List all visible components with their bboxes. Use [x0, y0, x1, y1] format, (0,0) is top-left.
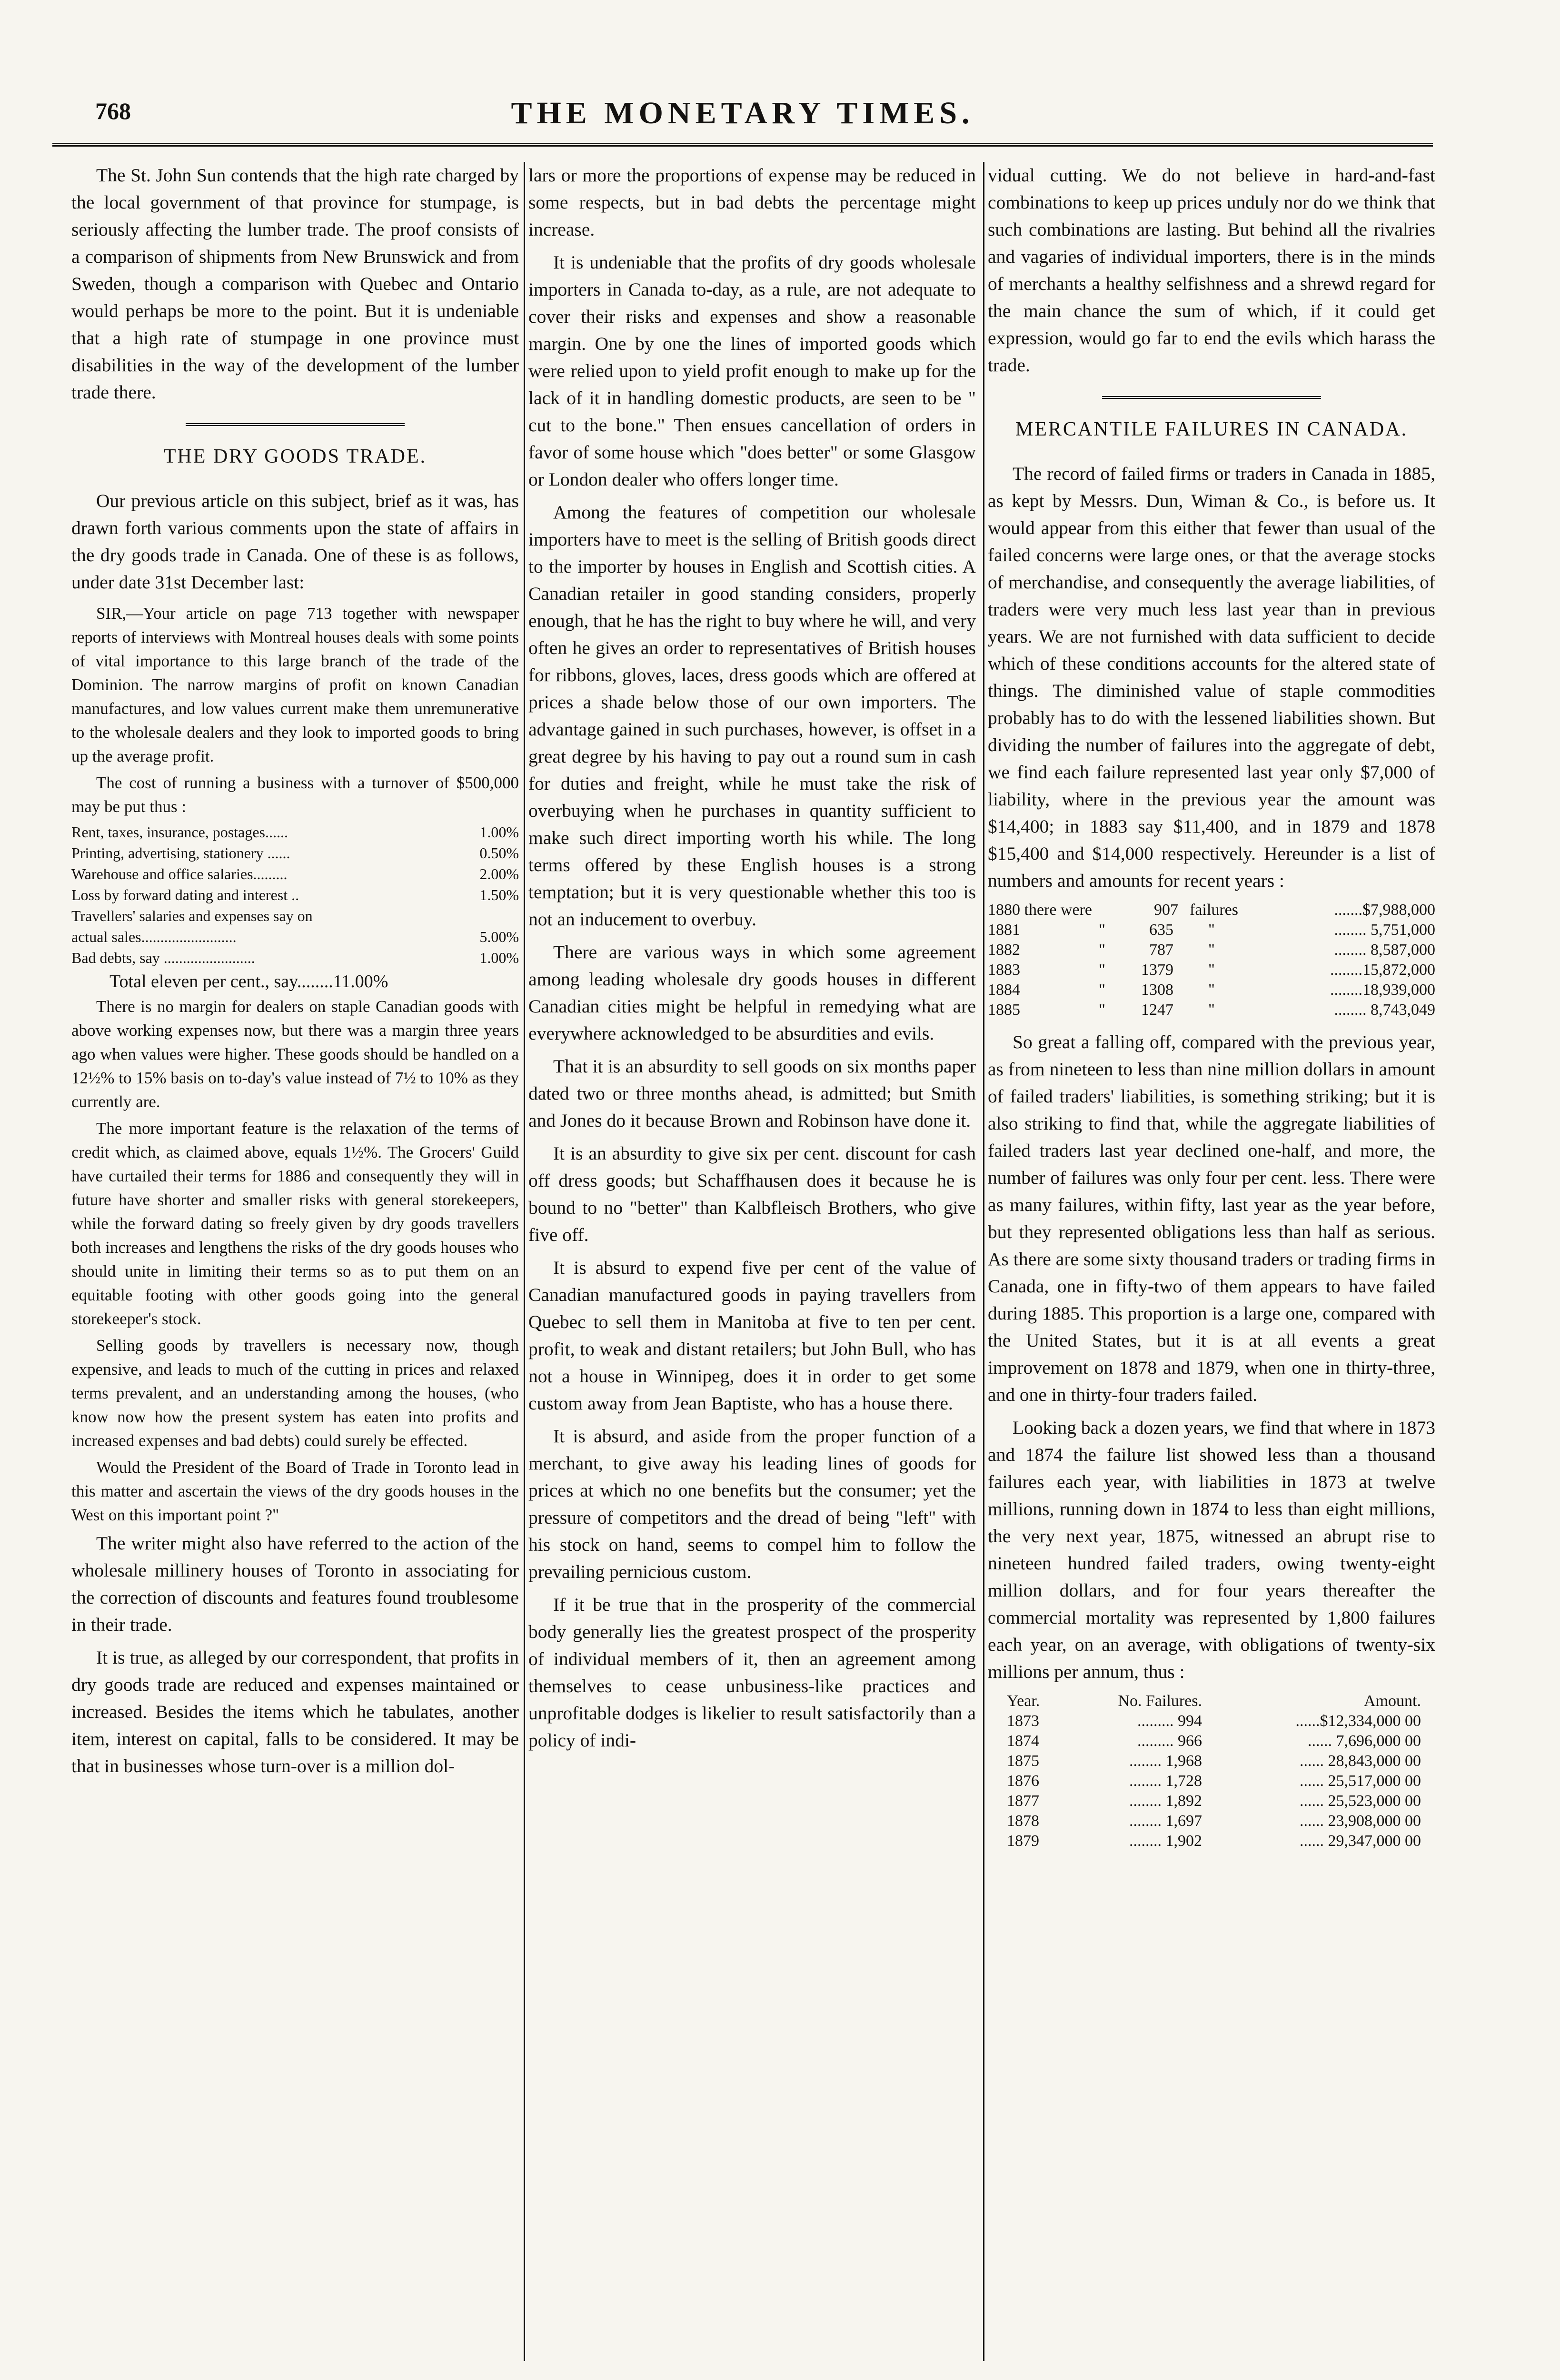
- section-separator: [1102, 396, 1321, 399]
- section-separator: [186, 423, 405, 426]
- heading-mercantile-failures: MERCANTILE FAILURES IN CANADA.: [1015, 418, 1408, 440]
- masthead: THE MONETARY TIMES.: [511, 96, 974, 130]
- paragraph-six-months: That it is an absurdity to sell goods on six months paper dated two or three months ahead, is admitted; but Smith and Jones do it because Brown and Robinson have done it.: [528, 1056, 976, 1131]
- paragraph-credit: The more important feature is the relaxation of the terms of credit which, as claimed above, equals 1½%. The Grocers' Guild have curtailed their terms for 1886 and consequently they will in future have shorter and smaller risks with general storekeepers, while the forward dating so freely given by dry goods travellers both increases and lengthens the risks of the dry goods houses who should unite in limiting their terms so as to put them on an equitable footing with other goods going into the general storekeeper's stock.: [71, 1119, 519, 1328]
- table-row: 1884 " 1308 " ........18,939,000: [988, 981, 1435, 999]
- table-header-row: Year. No. Failures. Amount.: [1007, 1692, 1421, 1710]
- cost-table: [71, 822, 519, 995]
- cost-row: Travellers' salaries and expenses say on: [71, 907, 313, 924]
- recent-failures-table: [988, 900, 1435, 1020]
- page-header: [52, 95, 1433, 143]
- table-row: 1885 " 1247 " ........ 8,743,049: [988, 1001, 1435, 1019]
- table-row: 1879 ........ 1,902 ...... 29,347,000 00: [1007, 1832, 1421, 1850]
- table-row: 1883 " 1379 " ........15,872,000: [988, 961, 1435, 979]
- paragraph-cost: The cost of running a business with a turnover of $500,000 may be put thus :: [71, 774, 519, 816]
- header-rule: [52, 143, 1433, 147]
- paragraph-various: There are various ways in which some agreement among leading wholesale dry goods houses in different Canadian cities might be helpful in remedying what are everywhere acknowledged to be absurdities and evils.: [528, 942, 976, 1044]
- paragraph-intro: Our previous article on this subject, brief as it was, has drawn forth various comments upon the state of affairs in the dry goods trade in Canada. One of these is as follows, under date 31st December last:: [71, 490, 519, 593]
- column-rule-2: [983, 162, 984, 2361]
- historic-failures-table: [988, 1691, 1435, 1851]
- paragraph-falling: So great a falling off, compared with the previous year, as from nineteen to less than nine million dollars in amount of failed traders' liabilities, is something striking; but it is also striking to find that, while the aggregate liabilities of failed traders last year declined one-half, and more, the number of failures was only four per cent. less. There were as many failures, within fifty, last year as the year before, but they represented obligations less than half as serious. As there are some sixty thousand traders or trading firms in Canada, one in fifty-two of them appears to have failed during 1885. This proportion is a large one, compared with the United States, but it is at all events a great improvement on 1878 and 1879, when one in thirty-three, and one in thirty-four traders failed.: [988, 1031, 1435, 1405]
- paragraph-if: If it be true that in the prosperity of the commercial body generally lies the greatest prospect of the prosperity of individual members of it, then an agreement among themselves to cease unbusiness-like practices and unprofitable dodges is likelier to result satisfactorily than a policy of indi-: [528, 1594, 976, 1751]
- paragraph-continued: vidual cutting. We do not believe in hard-and-fast combinations to keep up prices unduly nor do we think that such combinations are lasting. But behind all the rivalries and vagaries of individual importers, there is in the minds of merchants a healthy selfishness and a shrewd regard for the main chance the sum of which, if it could get expression, would go far to end the evils which harass the trade.: [988, 165, 1435, 376]
- cost-row: Bad debts, say ........................ 1.00%: [71, 949, 519, 966]
- paragraph-record: The record of failed firms or traders in Canada in 1885, as kept by Messrs. Dun, Wiman & Co., is before us. It would appear from this either that fewer than usual of the failed concerns were large ones, or that the average stocks of merchandise, and consequently the average liabilities, of traders were very much less last year than in previous years. We are not furnished with data sufficient to decide which of these conditions accounts for the altered state of things. The diminished value of staple commodities probably has to do with the lessened liabilities shown. But dividing the number of failures into the aggregate of debt, we find each failure represented last year only $7,000 of liability, where in the previous year the amount was $14,400; in 1883 say $11,400, and in 1879 and 1878 $15,400 and $14,000 respectively. Hereunder is a list of numbers and amounts for recent years :: [988, 463, 1435, 891]
- table-row: 1880 there were 907 failures .......$7,988,000: [988, 901, 1435, 919]
- cost-row: Rent, taxes, insurance, postages...... 1.00%: [71, 823, 519, 841]
- paragraph-letter: SIR,—Your article on page 713 together with newspaper reports of interviews with Montreal houses deals with some points of vital importance to this large branch of the trade of the Dominion. The narrow margins of profit on known Canadian manufactures, and low values current make them unremunerative to the wholesale dealers and they look to imported goods to bring up the average profit.: [71, 604, 519, 765]
- paragraph-looking: Looking back a dozen years, we find that where in 1873 and 1874 the failure list showed less than a thousand failures each year, with liabilities in 1873 at twelve millions, running down in 1874 to less than eight millions, the very next year, 1875, witnessed an abrupt rise to nineteen hundred failed traders, owing twenty-eight million dollars, and for four years thereafter the commercial mortality was represented by 1,800 failures each year, on an average, with obligations of twenty-six millions per annum, thus :: [988, 1417, 1435, 1682]
- paragraph-margin: There is no margin for dealers on staple Canadian goods with above working expenses now, but there was a margin three years ago when values were higher. These goods should be handled on a 12½% to 15% basis on to-day's value instead of 7½ to 10% as they currently are.: [71, 997, 519, 1111]
- paragraph-among: Among the features of competition our wholesale importers have to meet is the selling of British goods direct to the importer by houses in English and Scottish cities. A Canadian retailer in good standing considers, properly enough, that he has the right to buy where he will, and very often he gives an order to representatives of British houses for ribbons, gloves, laces, dress goods which are offered at prices a shade below those of our own importers. The advantage gained in such purchases, however, is offset in a great degree by his having to pay out a round sum in cash for duties and freight, while he must take the risk of overbuying when he purchases in quantity sufficient to make such direct importing worth his while. The long terms offered by these English houses is a strong temptation; but it is very questionable whether this too is not an inducement to overbuy.: [528, 502, 976, 930]
- cost-row: Loss by forward dating and interest .. 1.50%: [71, 886, 519, 903]
- heading-dry-goods-trade: THE DRY GOODS TRADE.: [163, 446, 427, 467]
- paragraph-stumpage: The St. John Sun contends that the high rate charged by the local government of that province for stumpage, is seriously affecting the lumber trade. The proof consists of a comparison of shipments from New Brunswick and from Sweden, though a comparison with Quebec and Ontario would perhaps be more to the point. But it is undeniable that a high rate of stumpage in one province must disabilities in the way of the development of the lumber trade there.: [71, 165, 519, 403]
- paragraph-selling: Selling goods by travellers is necessary now, though expensive, and leads to much of the cutting in prices and relaxed terms prevalent, and an understanding among the houses, (who know now how the present system has eaten into profits and increased expenses and bad debts) could surely be effected.: [71, 1336, 519, 1450]
- column-3: [988, 162, 1435, 2361]
- column-2: [528, 162, 976, 2361]
- table-row: 1875 ........ 1,968 ...... 28,843,000 00: [1007, 1752, 1421, 1770]
- cost-row: actual sales......................... 5.00%: [71, 928, 519, 945]
- column-1: [71, 162, 519, 2361]
- paragraph-expend: It is absurd to expend five per cent of the value of Canadian manufactured goods in paying travellers from Quebec to sell them in Manitoba at five to ten per cent. profit, to weak and distant retailers; but John Bull, who has not a house in Winnipeg, does it in order to get some custom away from Jean Baptiste, who has a house there.: [528, 1257, 976, 1414]
- page-number: 768: [95, 98, 131, 124]
- paragraph-undeniable: It is undeniable that the profits of dry goods wholesale importers in Canada to-day, as a rule, are not adequate to cover their risks and expenses and show a reasonable margin. One by one the lines of imported goods which were relied upon to yield profit enough to make up for the lack of it in handling domestic products, are seen to be " cut to the bone." Then ensues cancellation of orders in favor of some house which "does better" or some Glasgow or London dealer who offers longer time.: [528, 252, 976, 490]
- table-row: 1876 ........ 1,728 ...... 25,517,000 00: [1007, 1772, 1421, 1790]
- paragraph-discount: It is an absurdity to give six per cent. discount for cash off dress goods; but Schaffhausen does it because he is bound to no "better" than Kalbfleisch Brothers, who give five off.: [528, 1143, 976, 1245]
- column-rule-1: [524, 162, 525, 2361]
- cost-total: Total eleven per cent., say........11.00%: [109, 972, 388, 992]
- paragraph-board: Would the President of the Board of Trade in Toronto lead in this matter and ascertain the views of the dry goods houses in the West on this important point ?": [71, 1458, 519, 1524]
- cost-row: Warehouse and office salaries......... 2.00%: [71, 865, 519, 883]
- paragraph-absurd: It is absurd, and aside from the proper function of a merchant, to give away his leading lines of goods for prices at which no one benefits but the consumer; yet the pressure of competitors and the dread of being "left" with his stock on hand, seems to compel him to follow the prevailing pernicious custom.: [528, 1426, 976, 1582]
- table-row: 1878 ........ 1,697 ...... 23,908,000 00: [1007, 1812, 1421, 1830]
- paragraph-true: It is true, as alleged by our correspondent, that profits in dry goods trade are reduced and expenses maintained or increased. Besides the items which he tabulates, another item, interest on capital, falls to be considered. It may be that in businesses whose turn-over is a million dol-: [71, 1647, 519, 1776]
- table-row: 1882 " 787 " ........ 8,587,000: [988, 941, 1435, 959]
- paragraph-continued: lars or more the proportions of expense may be reduced in some respects, but in bad debts the percentage might increase.: [528, 165, 976, 240]
- table-row: 1881 " 635 " ........ 5,751,000: [988, 921, 1435, 939]
- table-row: 1873 ......... 994 ......$12,334,000 00: [1007, 1712, 1421, 1730]
- table-row: 1877 ........ 1,892 ...... 25,523,000 00: [1007, 1792, 1421, 1810]
- cost-row: Printing, advertising, stationery ...... 0.50%: [71, 844, 519, 862]
- table-row: 1874 ......... 966 ...... 7,696,000 00: [1007, 1732, 1421, 1750]
- paragraph-writer: The writer might also have referred to the action of the wholesale millinery houses of Toronto in associating for the correction of discounts and features found troublesome in their trade.: [71, 1533, 519, 1635]
